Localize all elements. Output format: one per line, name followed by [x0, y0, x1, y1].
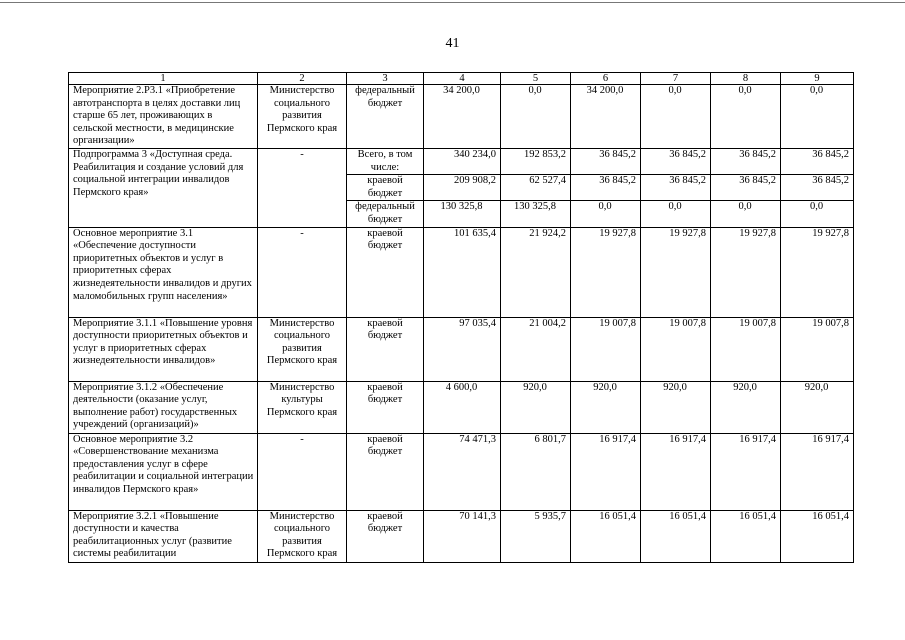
value-cell: 19 927,8	[781, 227, 854, 317]
table-row	[69, 227, 854, 317]
header-row	[69, 73, 854, 85]
value-cell: 34 200,0	[571, 85, 641, 149]
value-cell: 62 527,4	[501, 175, 571, 201]
value-cell: 0,0	[781, 201, 854, 227]
value-cell: 36 845,2	[641, 175, 711, 201]
activity-name: Мероприятие 3.2.1 «Повышение доступности и качества реабилитационных услуг (развитие системы реабилитации	[69, 510, 258, 562]
activity-name: Мероприятие 3.1.1 «Повышение уровня доступности приоритетных объектов и услуг в приоритетных сферах жизнедеятельности инвалидов»	[69, 317, 258, 381]
value-cell: 74 471,3	[424, 433, 501, 510]
funding-source: краевой бюджет	[347, 175, 424, 201]
value-cell: 0,0	[711, 85, 781, 149]
value-cell: 19 007,8	[641, 317, 711, 381]
value-cell: 16 917,4	[641, 433, 711, 510]
value-cell: 19 927,8	[641, 227, 711, 317]
responsible-executor: Министерство культуры Пермского края	[258, 381, 347, 433]
responsible-executor: -	[258, 149, 347, 228]
budget-table	[68, 72, 854, 563]
header-cell: 8	[711, 73, 781, 85]
value-cell: 36 845,2	[571, 175, 641, 201]
value-cell: 16 917,4	[571, 433, 641, 510]
funding-source: краевой бюджет	[347, 510, 424, 562]
value-cell: 16 051,4	[641, 510, 711, 562]
value-cell: 4 600,0	[424, 381, 501, 433]
header-cell: 6	[571, 73, 641, 85]
value-cell: 16 917,4	[711, 433, 781, 510]
value-cell: 16 051,4	[711, 510, 781, 562]
value-cell: 5 935,7	[501, 510, 571, 562]
value-cell: 19 927,8	[711, 227, 781, 317]
page-number: 41	[445, 36, 460, 51]
table-row	[69, 149, 854, 175]
header-cell: 3	[347, 73, 424, 85]
table-row	[69, 85, 854, 149]
value-cell: 34 200,0	[424, 85, 501, 149]
value-cell: 0,0	[501, 85, 571, 149]
activity-name: Мероприятие 3.1.2 «Обеспечение деятельности (оказание услуг, выполнение работ) государственных учреждений (организаций)»	[69, 381, 258, 433]
value-cell: 19 007,8	[711, 317, 781, 381]
value-cell: 0,0	[781, 85, 854, 149]
value-cell: 0,0	[711, 201, 781, 227]
table-row	[69, 317, 854, 381]
value-cell: 0,0	[641, 85, 711, 149]
value-cell: 97 035,4	[424, 317, 501, 381]
funding-source: краевой бюджет	[347, 227, 424, 317]
header-cell: 1	[69, 73, 258, 85]
value-cell: 209 908,2	[424, 175, 501, 201]
value-cell: 36 845,2	[781, 175, 854, 201]
value-cell: 36 845,2	[571, 149, 641, 175]
header-cell: 5	[501, 73, 571, 85]
table-row	[69, 381, 854, 433]
responsible-executor: -	[258, 227, 347, 317]
table-row	[69, 510, 854, 562]
header-cell: 9	[781, 73, 854, 85]
value-cell: 16 917,4	[781, 433, 854, 510]
responsible-executor: Министерство социального развития Пермского края	[258, 510, 347, 562]
activity-name: Мероприятие 2.Р3.1 «Приобретение автотранспорта в целях доставки лиц старше 65 лет, проживающих в сельской местности, в медицинские организации»	[69, 85, 258, 149]
value-cell: 19 007,8	[781, 317, 854, 381]
value-cell: 36 845,2	[711, 175, 781, 201]
value-cell: 920,0	[711, 381, 781, 433]
header-cell: 2	[258, 73, 347, 85]
value-cell: 130 325,8	[501, 201, 571, 227]
activity-name: Подпрограмма 3 «Доступная среда. Реабилитация и создание условий для социальной интеграции инвалидов Пермского края»	[69, 149, 258, 228]
value-cell: 70 141,3	[424, 510, 501, 562]
responsible-executor: Министерство социального развития Пермского края	[258, 85, 347, 149]
value-cell: 920,0	[501, 381, 571, 433]
funding-source: федеральный бюджет	[347, 85, 424, 149]
value-cell: 101 635,4	[424, 227, 501, 317]
value-cell: 19 007,8	[571, 317, 641, 381]
funding-source: Всего, в том числе:	[347, 149, 424, 175]
value-cell: 16 051,4	[571, 510, 641, 562]
value-cell: 21 924,2	[501, 227, 571, 317]
activity-name: Основное мероприятие 3.2 «Совершенствование механизма предоставления услуг в сфере реабилитации и социальной интеграции инвалидов Пермского края»	[69, 433, 258, 510]
header-cell: 7	[641, 73, 711, 85]
value-cell: 130 325,8	[424, 201, 501, 227]
activity-name: Основное мероприятие 3.1 «Обеспечение доступности приоритетных объектов и услуг в приоритетных сферах жизнедеятельности инвалидов и других маломобильных групп населения»	[69, 227, 258, 317]
value-cell: 920,0	[571, 381, 641, 433]
value-cell: 6 801,7	[501, 433, 571, 510]
responsible-executor: -	[258, 433, 347, 510]
value-cell: 0,0	[571, 201, 641, 227]
value-cell: 19 927,8	[571, 227, 641, 317]
funding-source: краевой бюджет	[347, 381, 424, 433]
funding-source: краевой бюджет	[347, 433, 424, 510]
header-cell: 4	[424, 73, 501, 85]
table-row	[69, 433, 854, 510]
value-cell: 16 051,4	[781, 510, 854, 562]
value-cell: 36 845,2	[641, 149, 711, 175]
funding-source: федеральный бюджет	[347, 201, 424, 227]
value-cell: 920,0	[641, 381, 711, 433]
value-cell: 36 845,2	[711, 149, 781, 175]
responsible-executor: Министерство социального развития Пермского края	[258, 317, 347, 381]
funding-source: краевой бюджет	[347, 317, 424, 381]
value-cell: 340 234,0	[424, 149, 501, 175]
value-cell: 920,0	[781, 381, 854, 433]
value-cell: 0,0	[641, 201, 711, 227]
value-cell: 36 845,2	[781, 149, 854, 175]
top-edge-line	[0, 2, 905, 3]
value-cell: 21 004,2	[501, 317, 571, 381]
value-cell: 192 853,2	[501, 149, 571, 175]
